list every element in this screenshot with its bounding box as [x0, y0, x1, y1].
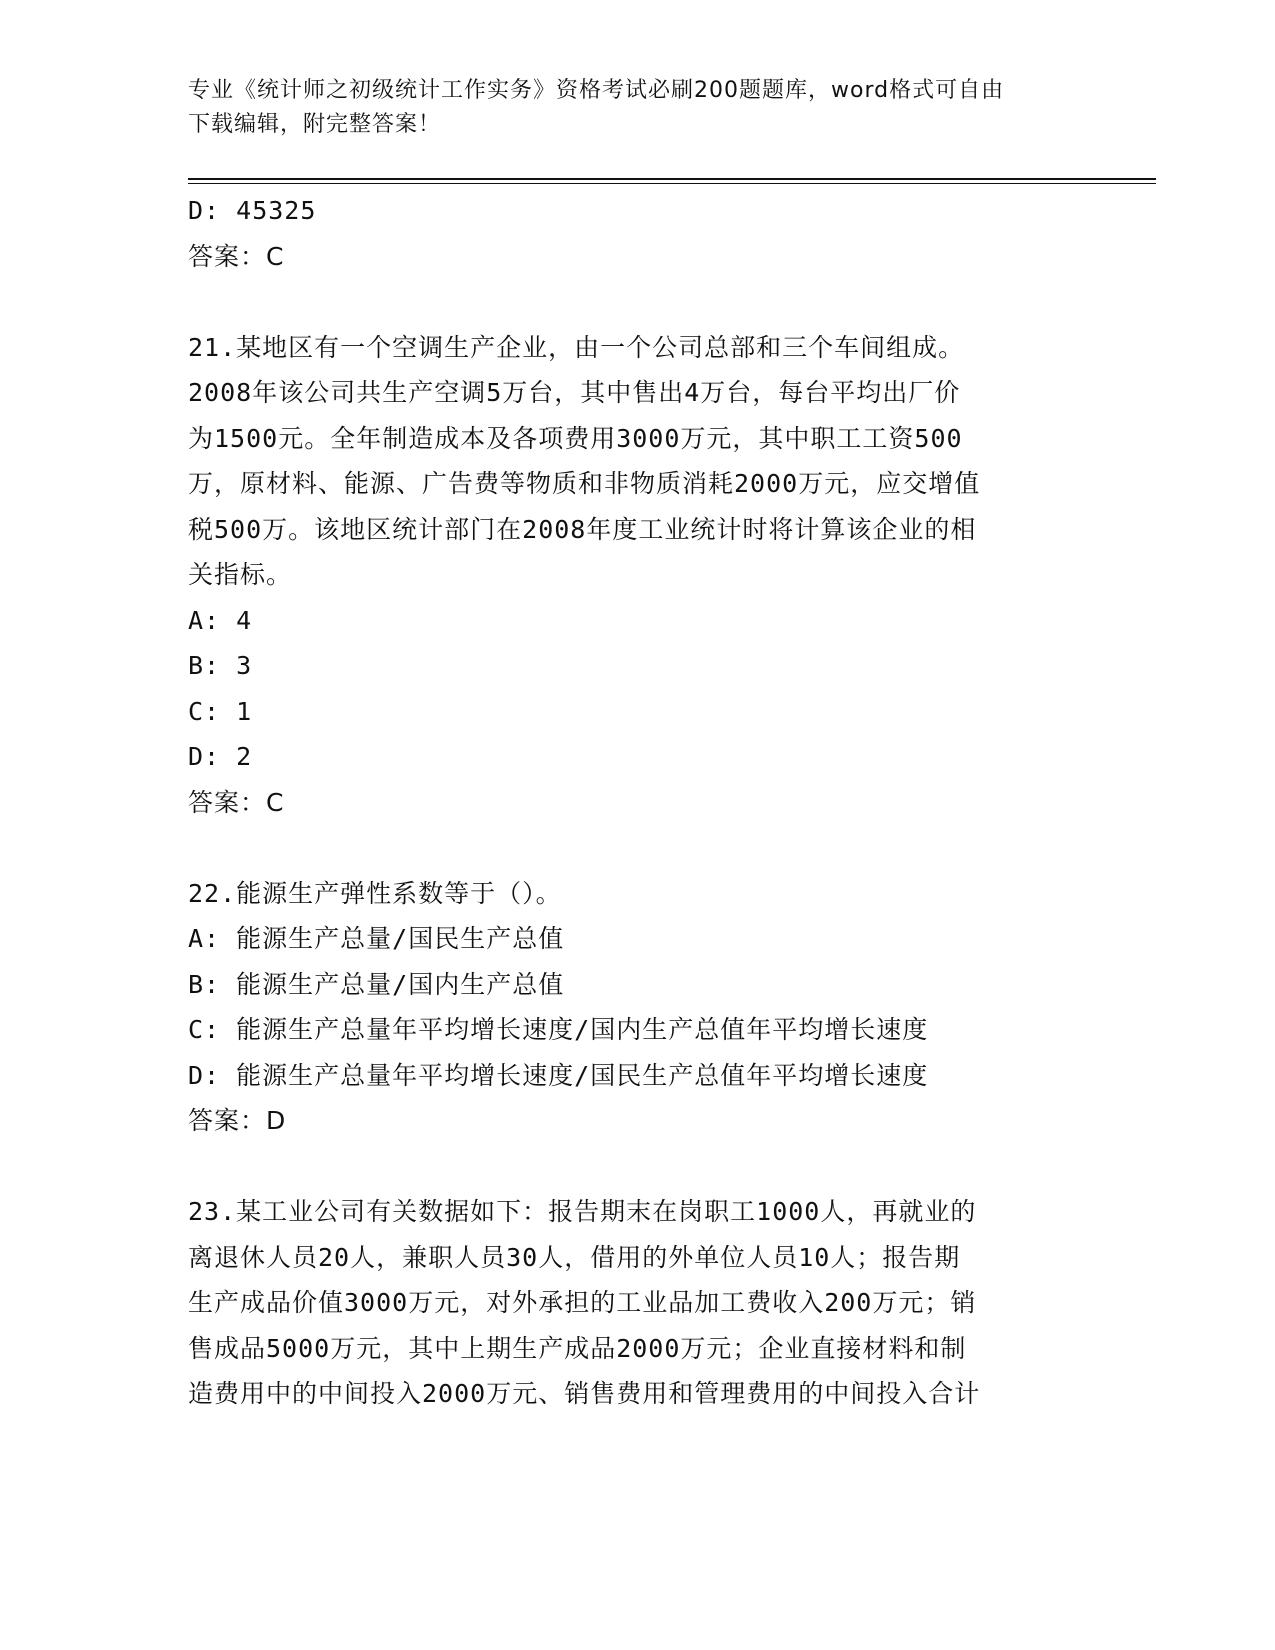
q23-line-4: 售成品5000万元，其中上期生产成品2000万元；企业直接材料和制 [188, 1333, 967, 1363]
spacer [188, 279, 1088, 325]
q22-answer: 答案：D [188, 1106, 287, 1135]
question-21 [188, 325, 1088, 826]
q23-line-2: 离退休人员20人，兼职人员30人，借用的外单位人员10人；报告期 [188, 1242, 961, 1272]
q21-answer: 答案：C [188, 787, 285, 817]
q22-option-b: B: 能源生产总量/国内生产总值 [188, 969, 565, 999]
spacer [188, 1144, 1088, 1190]
spacer [188, 825, 1088, 871]
q21-line-2: 2008年该公司共生产空调5万台，其中售出4万台，每台平均出厂价 [188, 378, 961, 407]
q23-line-5: 造费用中的中间投入2000万元、销售费用和管理费用的中间投入合计 [188, 1379, 981, 1408]
q23-line-1: 23.某工业公司有关数据如下：报告期末在岗职工1000人，再就业的 [188, 1197, 977, 1226]
q21-line-4: 万，原材料、能源、广告费等物质和非物质消耗2000万元，应交增值 [188, 469, 981, 498]
q21-line-6: 关指标。 [188, 560, 293, 589]
q22-option-a: A: 能源生产总量/国民生产总值 [188, 924, 565, 953]
q21-option-b: B: 3 [188, 651, 253, 680]
page-header [188, 74, 1088, 142]
q21-option-c: C: 1 [188, 696, 253, 726]
q21-line-3: 为1500元。全年制造成本及各项费用3000万元，其中职工工资500 [188, 423, 963, 453]
prev-answer: 答案：C [188, 241, 285, 271]
q22-option-d: D: 能源生产总量年平均增长速度/国民生产总值年平均增长速度 [188, 1060, 929, 1090]
prev-option-d: D: 45325 [188, 196, 317, 225]
question-22 [188, 871, 1088, 1144]
q21-option-d: D: 2 [188, 742, 253, 771]
page-content [188, 188, 1088, 1417]
q21-line-1: 21.某地区有一个空调生产企业，由一个公司总部和三个车间组成。 [188, 332, 965, 362]
header-line-2: 下载编辑，附完整答案！ [188, 112, 442, 137]
q21-line-5: 税500万。该地区统计部门在2008年度工业统计时将计算该企业的相 [188, 514, 977, 544]
header-divider-thin [188, 183, 1156, 184]
header-line-1: 专业《统计师之初级统计工作实务》资格考试必刷200题题库，word格式可自由 [188, 78, 1005, 103]
q21-option-a: A: 4 [188, 605, 253, 635]
question-23 [188, 1189, 1088, 1417]
q22-question: 22.能源生产弹性系数等于（）。 [188, 878, 562, 908]
q22-option-c: C: 能源生产总量年平均增长速度/国内生产总值年平均增长速度 [188, 1015, 929, 1044]
q23-line-3: 生产成品价值3000万元，对外承担的工业品加工费收入200万元；销 [188, 1288, 977, 1317]
header-divider [188, 178, 1156, 180]
